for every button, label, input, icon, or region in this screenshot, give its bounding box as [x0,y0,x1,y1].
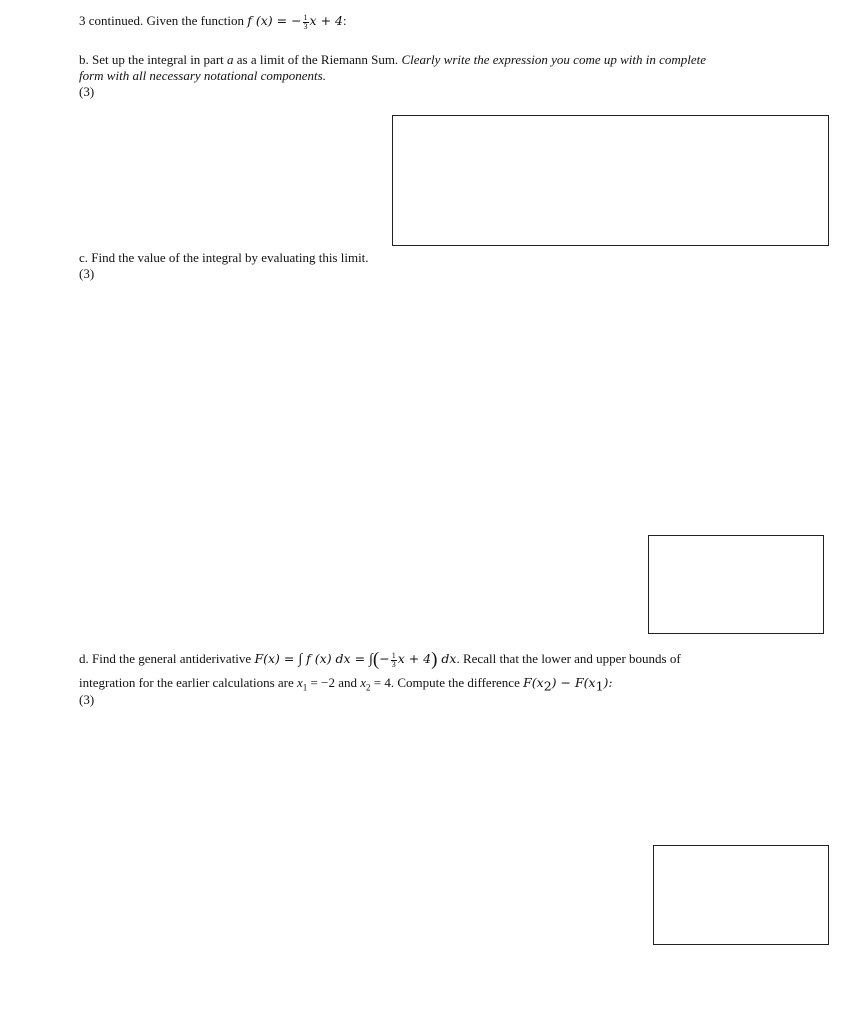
part-b-text-post: as a limit of the Riemann Sum. [233,52,402,67]
part-b-text: b. Set up the integral in part [79,52,228,67]
difference-mid: ) − F(x [551,675,596,690]
minus-sign: − [379,651,390,666]
part-d-text-post: . Recall that the lower and upper bounds of [456,651,681,666]
function-lhs: f (x) = − [247,13,302,28]
header-colon: : [342,13,347,28]
variable-a: a [227,52,234,67]
part-d-points: (3) [79,692,95,707]
fraction-d-numerator: 1 [391,650,396,660]
difference-expression: F(x [523,675,544,690]
answer-box-b[interactable] [392,115,829,246]
fraction-denominator: 3 [303,21,308,31]
question-header [79,12,347,31]
fraction-d-denominator: 3 [391,659,396,669]
paren-open: ( [372,649,380,670]
part-d-line-2-text: integration for the earlier calculations are [79,675,298,690]
answer-box-d[interactable] [653,845,829,945]
difference-end: ): [603,675,613,690]
function-rhs: x + 4 [309,13,343,28]
part-b-instruction-1: Clearly write the expression you come up with in complete [401,52,707,67]
antiderivative-F: F(x) = [254,651,299,666]
part-c-text: c. Find the value of the integral by evaluating this limit. [79,250,369,265]
part-b-line-1 [79,51,706,68]
part-d-line-1 [79,650,681,669]
integrand-linear: x + 4 [397,651,432,666]
integrand-fx: f (x) dx = [302,651,370,666]
fraction [303,14,309,31]
x2-value: = 4. Compute the difference [370,675,524,690]
x1-subscript: 1 [302,682,308,693]
difference-sub-1: 1 [595,678,604,694]
integral-sign-2: ∫ [369,652,373,667]
header-lead: 3 continued. Given the function [79,13,248,28]
x1-value: = −2 and [307,675,361,690]
part-d-line-2 [79,674,613,697]
x2-var: x [360,675,367,690]
differential-dx: dx [437,651,457,666]
x2-subscript: 2 [366,682,371,693]
x1-var: x [297,675,303,690]
fraction-numerator: 1 [303,12,308,22]
answer-box-c[interactable] [648,535,824,634]
paren-close: ) [431,649,438,670]
part-b-points: (3) [79,84,95,99]
part-c-points: (3) [79,266,95,281]
integral-sign-1: ∫ [298,652,303,667]
fraction-d [391,652,397,669]
part-d-text: d. Find the general antiderivative [79,651,255,666]
part-b-instruction-2: form with all necessary notational components. [79,68,326,83]
difference-sub-2: 2 [543,678,552,694]
